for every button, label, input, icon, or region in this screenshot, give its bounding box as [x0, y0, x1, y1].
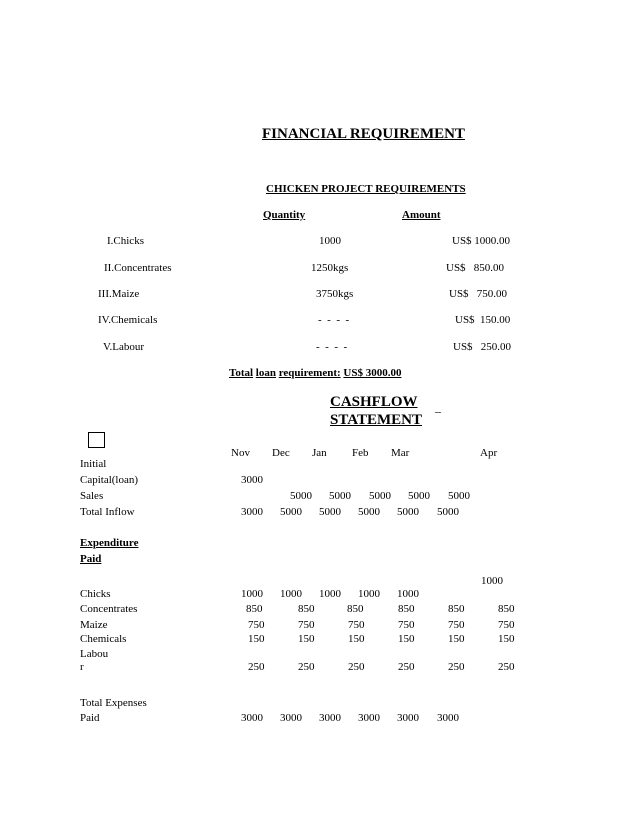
total-word-3: requirement:: [278, 367, 341, 379]
cell-value: 3000: [280, 712, 302, 724]
cell-value: 250: [448, 661, 465, 673]
row-label: Paid: [80, 712, 100, 724]
cell-value: 1000: [481, 575, 503, 587]
month-label: Feb: [352, 447, 369, 459]
cell-value: 250: [348, 661, 365, 673]
cell-value: 150: [498, 633, 515, 645]
total-amount: US$ 3000.00: [343, 367, 402, 379]
cell-value: 850: [448, 603, 465, 615]
amount-header: Amount: [402, 209, 441, 221]
cashflow-title-line2: STATEMENT: [330, 412, 422, 428]
cell-value: 1000: [241, 588, 263, 600]
cell-value: 3000: [397, 712, 419, 724]
cell-value: 5000: [358, 506, 380, 518]
checkbox-square: [88, 432, 105, 448]
cell-value: 150: [448, 633, 465, 645]
cell-value: 750: [348, 619, 365, 631]
row-label: Maize: [80, 619, 108, 631]
cell-value: 5000: [329, 490, 351, 502]
document-title: FINANCIAL REQUIREMENT: [262, 126, 465, 142]
row-label: Total Expenses: [80, 697, 147, 709]
cell-value: 1000: [280, 588, 302, 600]
item-quantity: 1000: [319, 235, 341, 247]
cell-value: 750: [298, 619, 315, 631]
item-quantity: 3750kgs: [316, 288, 354, 300]
cell-value: 850: [246, 603, 263, 615]
cell-value: 850: [298, 603, 315, 615]
item-quantity: - - - -: [318, 314, 350, 326]
cell-value: 3000: [437, 712, 459, 724]
row-label: Concentrates: [80, 603, 138, 615]
cashflow-title-mark: _: [435, 400, 441, 414]
item-amount: US$ 750.00: [449, 288, 508, 300]
total-word-1: Total: [229, 367, 254, 379]
total-requirement: [229, 367, 401, 379]
quantity-header: Quantity: [263, 209, 306, 221]
cell-value: 5000: [290, 490, 312, 502]
section-heading: Paid: [80, 553, 102, 565]
item-quantity: 1250kgs: [311, 262, 349, 274]
month-label: Apr: [480, 447, 498, 459]
cell-value: 5000: [397, 506, 419, 518]
item-name: V.Labour: [103, 341, 145, 353]
cell-value: 1000: [358, 588, 380, 600]
cell-value: 850: [498, 603, 515, 615]
cell-value: 3000: [241, 506, 263, 518]
cell-value: 250: [298, 661, 315, 673]
cell-value: 750: [498, 619, 515, 631]
row-label: Chicks: [80, 588, 111, 600]
cell-value: 1000: [397, 588, 419, 600]
item-name: II.Concentrates: [104, 262, 172, 274]
cell-value: 750: [248, 619, 265, 631]
cell-value: 5000: [369, 490, 391, 502]
cell-value: 3000: [319, 712, 341, 724]
item-amount: US$ 250.00: [453, 341, 512, 353]
row-label: Sales: [80, 490, 104, 502]
month-label: Mar: [391, 447, 410, 459]
cell-value: 5000: [448, 490, 470, 502]
cell-value: 1000: [319, 588, 341, 600]
item-name: I.Chicks: [107, 235, 144, 247]
cell-value: 750: [448, 619, 465, 631]
item-amount: US$ 1000.00: [452, 235, 511, 247]
cell-value: 850: [347, 603, 364, 615]
cell-value: 3000: [241, 474, 263, 486]
cell-value: 150: [248, 633, 265, 645]
cell-value: 750: [398, 619, 415, 631]
row-label: Labou: [80, 648, 109, 660]
row-label: Capital(loan): [80, 474, 139, 486]
month-label: Nov: [231, 447, 250, 459]
item-quantity: - - - -: [316, 341, 348, 353]
cell-value: 250: [248, 661, 265, 673]
month-label: Jan: [312, 447, 327, 459]
section-heading: Expenditure: [80, 537, 139, 549]
cell-value: 150: [298, 633, 315, 645]
cell-value: 250: [398, 661, 415, 673]
row-label: r: [80, 661, 84, 673]
cell-value: 150: [348, 633, 365, 645]
row-label: Initial: [80, 458, 107, 470]
cell-value: 3000: [241, 712, 263, 724]
cell-value: 5000: [437, 506, 459, 518]
cell-value: 5000: [319, 506, 341, 518]
cell-value: 5000: [408, 490, 430, 502]
item-amount: US$ 850.00: [446, 262, 505, 274]
item-amount: US$ 150.00: [455, 314, 511, 326]
cell-value: 150: [398, 633, 415, 645]
row-label: Chemicals: [80, 633, 127, 645]
section-subtitle: CHICKEN PROJECT REQUIREMENTS: [266, 183, 466, 195]
month-label: Dec: [272, 447, 290, 459]
cell-value: 3000: [358, 712, 380, 724]
cell-value: 250: [498, 661, 515, 673]
cashflow-title-line1: CASHFLOW: [330, 394, 418, 410]
row-label: Total Inflow: [80, 506, 135, 518]
cell-value: 850: [398, 603, 415, 615]
item-name: IV.Chemicals: [98, 314, 158, 326]
cell-value: 5000: [280, 506, 302, 518]
item-name: III.Maize: [98, 288, 140, 300]
total-word-2: loan: [255, 367, 276, 379]
